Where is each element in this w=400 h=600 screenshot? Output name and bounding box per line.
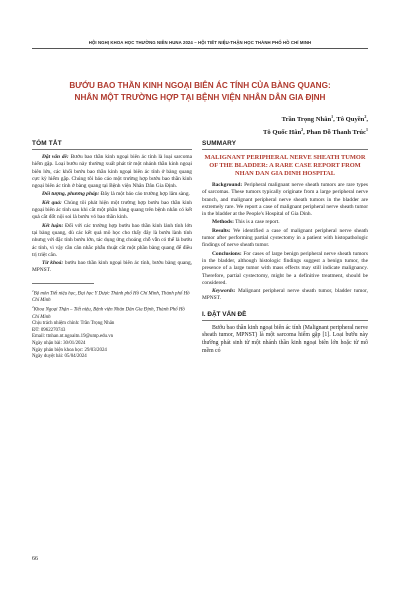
affiliation-mark: 1 bbox=[331, 114, 334, 119]
date-received: Ngày nhận bài: 30/01/2024 bbox=[32, 340, 86, 346]
abstract-results: Kết quả: Chúng tôi phát hiện một trường hợp bướu bao thần kinh ngoại biên ác tính sau khi cắt một phần bàng quang trên bệnh nhân có kết quả cắt đốt nội soi là bướu vỏ bao thần kinh. bbox=[32, 199, 193, 221]
summary-background: Background: Peripheral malignant nerve sheath tumors are rare types of sarcomas. These tumors typically originate from a large peripheral nerve branch, and malignant peripheral nerve sheath tumors in the bladder are extremely rare. We report a case of malignant peripheral nerve sheath tumor in the bladder at the People's Hospital of Gia Dinh. bbox=[202, 182, 368, 218]
vietnamese-abstract-column bbox=[32, 140, 192, 361]
english-title: MALIGNANT PERIPHERAL NERVE SHEATH TUMOR OF THE BLADDER: A RARE CASE REPORT FROM NHAN DAN GIA DINH HOSPITAL bbox=[204, 154, 366, 177]
affiliation-footnote-1: $^1$Bộ môn Tiết niệu học, Đại học Y Dược Thành phố Hồ Chí Minh, Thành phố Hồ Chí Minh bbox=[32, 288, 190, 303]
author-name: Trần Trọng Nhân bbox=[281, 116, 332, 124]
contact-email: Email: ttnhan.nt.ngoaitn.19@ump.edu.vn bbox=[32, 334, 114, 340]
summary-conclusions: Conclusions: For cases of large benign peripheral nerve sheath tumors in the bladder, although histologic findings suggest a benign tumor, the presence of a large tumor with mass effects may still indicate malignancy. Therefore, partial cystectomy, might be a definitive treatment, should be considered. bbox=[202, 250, 368, 286]
article-title bbox=[32, 80, 368, 104]
author-name: Phan Đỗ Thanh Trúc bbox=[306, 129, 366, 137]
corresponding-author: Chịu trách nhiệm chính: Trần Trọng Nhân bbox=[32, 321, 115, 327]
abstract-keywords: Từ khoá: bướu bao thần kinh ngoại biên ác tính, bướu bàng quang, MPNST. bbox=[32, 260, 192, 274]
english-summary-column bbox=[202, 140, 368, 355]
date-reviewed: Ngày phản biện khoa học: 29/03/2024 bbox=[32, 347, 107, 353]
header-divider bbox=[32, 48, 368, 49]
section-1-heading: I. ĐẶT VẤN ĐỀ bbox=[202, 311, 368, 321]
article-title-line-1: BƯỚU BAO THẦN KINH NGOẠI BIÊN ÁC TÍNH CỦA BÀNG QUANG: bbox=[69, 81, 331, 90]
abstract-heading: TÓM TẮT bbox=[32, 140, 192, 150]
contact-phone: ĐT: 0962270743 bbox=[32, 327, 66, 333]
abstract-conclusions: Kết luận: Đối với các trường hợp bướu bao thần kinh lành tính lớn tại bàng quang, dù các kết quả mô học cho thấy đây là bướu lành tính nhưng với đặc tính bướu lớn, tác dụng ứng choáng chỗ vẫn có thể là bướu ác tính, vì vậy cần cân nhắc phẫu thuật cắt một phần bàng quang để điều trị triệt căn. bbox=[32, 222, 192, 258]
article-title-line-2: NHÂN MỘT TRƯỜNG HỢP TẠI BỆNH VIỆN NHÂN DÂN GIA ĐỊNH bbox=[74, 93, 326, 102]
affiliation-mark: 2 bbox=[301, 127, 304, 133]
footnote-divider bbox=[32, 283, 94, 284]
summary-heading: SUMMARY bbox=[202, 140, 368, 150]
author-line-2: Tô Quốc Hân$^2$, Phan Đỗ Thanh Trúc$^1$ bbox=[263, 127, 368, 137]
running-head: HỘI NGHỊ KHOA HỌC THƯỜNG NIÊN HUNA 2024 – HỘI TIẾT NIỆU-THẬN HỌC THÀNH PHỐ HỒ CHÍ MINH bbox=[88, 40, 312, 45]
author-name: Tô Quốc Hân bbox=[263, 129, 302, 137]
affiliation-mark: 2 bbox=[364, 114, 367, 119]
author-line-1: Trần Trọng Nhân$^1$, Tô Quyền$^2$, bbox=[281, 114, 368, 124]
page-number: 66 bbox=[32, 556, 38, 562]
date-accepted: Ngày duyệt bài: 05/04/2024 bbox=[32, 354, 87, 360]
summary-methods: Methods: This is a case report. bbox=[212, 219, 280, 226]
section-1-body: Bướu bao thần kinh ngoại biên ác tính (Malignant peripheral nerve sheath tumor, MPNST) là một sarcoma hiếm gặp [1]. Loại bướu này thường phát sinh từ một nhánh thần kinh ngoại biên lớn hoặc từ mô mềm có bbox=[202, 324, 368, 354]
abstract-methods: Đối tượng, phương pháp: Đây là một báo cáo trường hợp lâm sàng. bbox=[42, 191, 190, 198]
affiliation-mark: 1 bbox=[366, 127, 368, 133]
abstract-background: Đặt vấn đề: Bướu bao thần kinh ngoại biên ác tính là loại sarcoma hiếm gặp. Loại bướu này thường xuất phát từ một nhánh thần kinh ngoại biên lớn, các khối bướu bao thần kinh ngoại biên ác tính ở bàng quang cực kỳ hiếm gặp. Chúng tôi báo cáo một trường hợp bướu bao thần kinh ngoại biên ác tính ở bàng quang tại Bệnh viện Nhân Dân Gia Định. bbox=[32, 154, 192, 190]
affiliation-footnote-2: $^2$Khoa Ngoại Thận – Tiết niệu, Bệnh viện Nhân Dân Gia Định, Thành Phố Hồ Chí Minh bbox=[32, 305, 185, 320]
summary-results: Results: We identified a case of malignant peripheral nerve sheath tumor after performing partial cystectomy in a patient with histopathologic findings of nerve sheath tumor. bbox=[202, 227, 368, 249]
author-list bbox=[263, 112, 368, 138]
summary-keywords: Keywords: Malignant peripheral nerve sheath tumor, bladder tumor, MPNST. bbox=[202, 288, 368, 302]
author-name: Tô Quyền bbox=[336, 116, 365, 124]
